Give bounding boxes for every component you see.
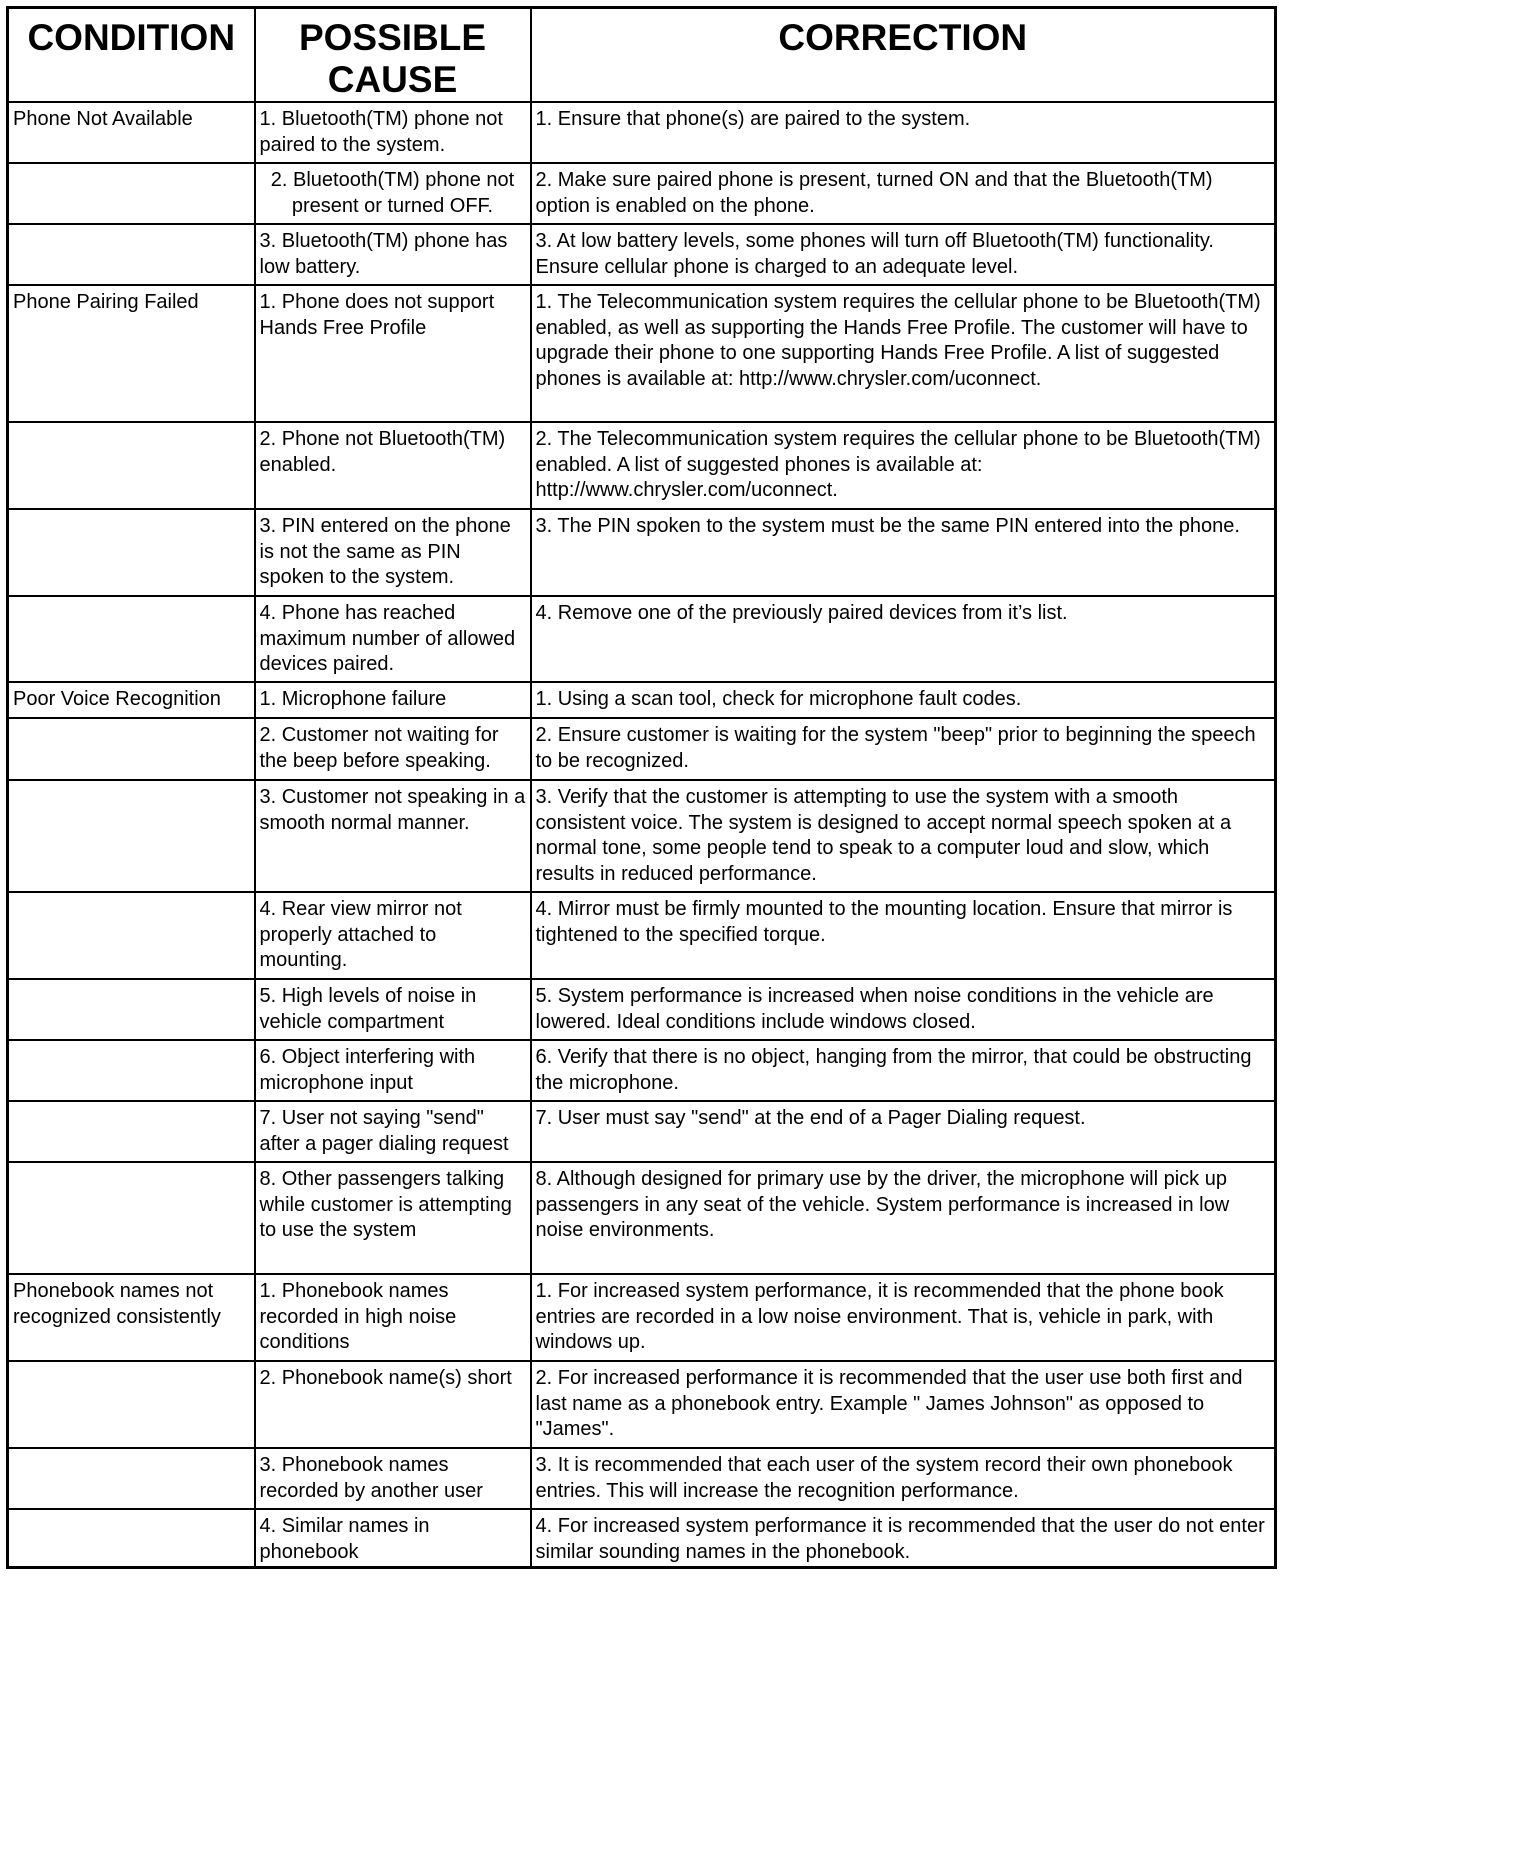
- cause-cell: 4. Rear view mirror not properly attached to mounting.: [255, 892, 531, 979]
- header-row: [8, 8, 1276, 103]
- condition-cell: [8, 596, 255, 682]
- condition-cell: [8, 718, 255, 780]
- cause-cell: 3. Customer not speaking in a smooth normal manner.: [255, 780, 531, 892]
- condition-cell: [8, 224, 255, 285]
- correction-cell: 2. Make sure paired phone is present, turned ON and that the Bluetooth(TM) option is enabled on the phone.: [531, 163, 1276, 224]
- table-row: [8, 1361, 1276, 1448]
- cause-cell: 8. Other passengers talking while customer is attempting to use the system: [255, 1162, 531, 1274]
- correction-cell: 5. System performance is increased when noise conditions in the vehicle are lowered. Ideal conditions include windows closed.: [531, 979, 1276, 1040]
- condition-cell: Poor Voice Recognition: [8, 682, 255, 718]
- correction-header: CORRECTION: [531, 8, 1276, 103]
- table-row: [8, 979, 1276, 1040]
- table-row: [8, 224, 1276, 285]
- correction-cell: 1. For increased system performance, it is recommended that the phone book entries are recorded in a low noise environment. That is, vehicle in park, with windows up.: [531, 1274, 1276, 1361]
- table-row: [8, 285, 1276, 422]
- condition-cell: Phone Pairing Failed: [8, 285, 255, 422]
- cause-cell: 4. Phone has reached maximum number of allowed devices paired.: [255, 596, 531, 682]
- cause-cell: 1. Phonebook names recorded in high noise conditions: [255, 1274, 531, 1361]
- condition-cell: [8, 1101, 255, 1162]
- cause-cell: 3. Bluetooth(TM) phone has low battery.: [255, 224, 531, 285]
- condition-cell: [8, 509, 255, 596]
- cause-cell: 2. Phone not Bluetooth(TM) enabled.: [255, 422, 531, 509]
- possible-cause-header: POSSIBLE CAUSE: [255, 8, 531, 103]
- correction-cell: 4. Mirror must be firmly mounted to the mounting location. Ensure that mirror is tightened to the specified torque.: [531, 892, 1276, 979]
- condition-cell: [8, 1361, 255, 1448]
- condition-cell: [8, 780, 255, 892]
- table-row: [8, 102, 1276, 163]
- correction-cell: 6. Verify that there is no object, hanging from the mirror, that could be obstructing the microphone.: [531, 1040, 1276, 1101]
- cause-cell: 7. User not saying "send" after a pager dialing request: [255, 1101, 531, 1162]
- condition-cell: [8, 1162, 255, 1274]
- cause-cell: 2. Bluetooth(TM) phone not present or turned OFF.: [255, 163, 531, 224]
- correction-cell: 2. For increased performance it is recommended that the user use both first and last name as a phonebook entry. Example " James Johnson" as opposed to "James".: [531, 1361, 1276, 1448]
- correction-cell: 4. Remove one of the previously paired devices from it’s list.: [531, 596, 1276, 682]
- condition-cell: [8, 1448, 255, 1509]
- condition-cell: Phonebook names not recognized consistently: [8, 1274, 255, 1361]
- condition-cell: [8, 892, 255, 979]
- condition-cell: [8, 1040, 255, 1101]
- correction-cell: 1. Ensure that phone(s) are paired to the system.: [531, 102, 1276, 163]
- correction-cell: 3. It is recommended that each user of the system record their own phonebook entries. This will increase the recognition performance.: [531, 1448, 1276, 1509]
- table-row: [8, 509, 1276, 596]
- table-row: [8, 1448, 1276, 1509]
- condition-cell: Phone Not Available: [8, 102, 255, 163]
- correction-cell: 2. The Telecommunication system requires the cellular phone to be Bluetooth(TM) enabled. A list of suggested phones is available at: http://www.chrysler.com/uconnect.: [531, 422, 1276, 509]
- table-row: [8, 1509, 1276, 1567]
- cause-cell: 2. Phonebook name(s) short: [255, 1361, 531, 1448]
- table-row: [8, 1101, 1276, 1162]
- correction-cell: 3. Verify that the customer is attempting to use the system with a smooth consistent voice. The system is designed to accept normal speech spoken at a normal tone, some people tend to speak to a computer loud and slow, which results in reduced performance.: [531, 780, 1276, 892]
- cause-cell: 1. Phone does not support Hands Free Profile: [255, 285, 531, 422]
- diagnosis-table: [6, 6, 1277, 1569]
- condition-cell: [8, 163, 255, 224]
- cause-cell: 2. Customer not waiting for the beep before speaking.: [255, 718, 531, 780]
- correction-cell: 1. The Telecommunication system requires the cellular phone to be Bluetooth(TM) enabled, as well as supporting the Hands Free Profile. The customer will have to upgrade their phone to one supporting Hands Free Profile. A list of suggested phones is available at: http://www.chrysler.com/uconnect.: [531, 285, 1276, 422]
- cause-cell: 5. High levels of noise in vehicle compartment: [255, 979, 531, 1040]
- table-row: [8, 892, 1276, 979]
- table-row: [8, 1274, 1276, 1361]
- table-row: [8, 1162, 1276, 1274]
- condition-cell: [8, 422, 255, 509]
- cause-cell: 1. Microphone failure: [255, 682, 531, 718]
- table-row: [8, 718, 1276, 780]
- cause-cell: 1. Bluetooth(TM) phone not paired to the system.: [255, 102, 531, 163]
- cause-cell: 3. PIN entered on the phone is not the same as PIN spoken to the system.: [255, 509, 531, 596]
- correction-cell: 3. At low battery levels, some phones will turn off Bluetooth(TM) functionality. Ensure cellular phone is charged to an adequate level.: [531, 224, 1276, 285]
- correction-cell: 8. Although designed for primary use by the driver, the microphone will pick up passengers in any seat of the vehicle. System performance is increased in low noise environments.: [531, 1162, 1276, 1274]
- cause-cell: 3. Phonebook names recorded by another user: [255, 1448, 531, 1509]
- cause-cell: 4. Similar names in phonebook: [255, 1509, 531, 1567]
- condition-header: CONDITION: [8, 8, 255, 103]
- correction-cell: 2. Ensure customer is waiting for the system "beep" prior to beginning the speech to be recognized.: [531, 718, 1276, 780]
- table-row: [8, 780, 1276, 892]
- correction-cell: 4. For increased system performance it is recommended that the user do not enter similar sounding names in the phonebook.: [531, 1509, 1276, 1567]
- correction-cell: 7. User must say "send" at the end of a Pager Dialing request.: [531, 1101, 1276, 1162]
- table-row: [8, 1040, 1276, 1101]
- correction-cell: 1. Using a scan tool, check for microphone fault codes.: [531, 682, 1276, 718]
- cause-cell: 6. Object interfering with microphone input: [255, 1040, 531, 1101]
- table-row: [8, 163, 1276, 224]
- table-row: [8, 596, 1276, 682]
- table-row: [8, 422, 1276, 509]
- condition-cell: [8, 1509, 255, 1567]
- correction-cell: 3. The PIN spoken to the system must be the same PIN entered into the phone.: [531, 509, 1276, 596]
- table-row: [8, 682, 1276, 718]
- condition-cell: [8, 979, 255, 1040]
